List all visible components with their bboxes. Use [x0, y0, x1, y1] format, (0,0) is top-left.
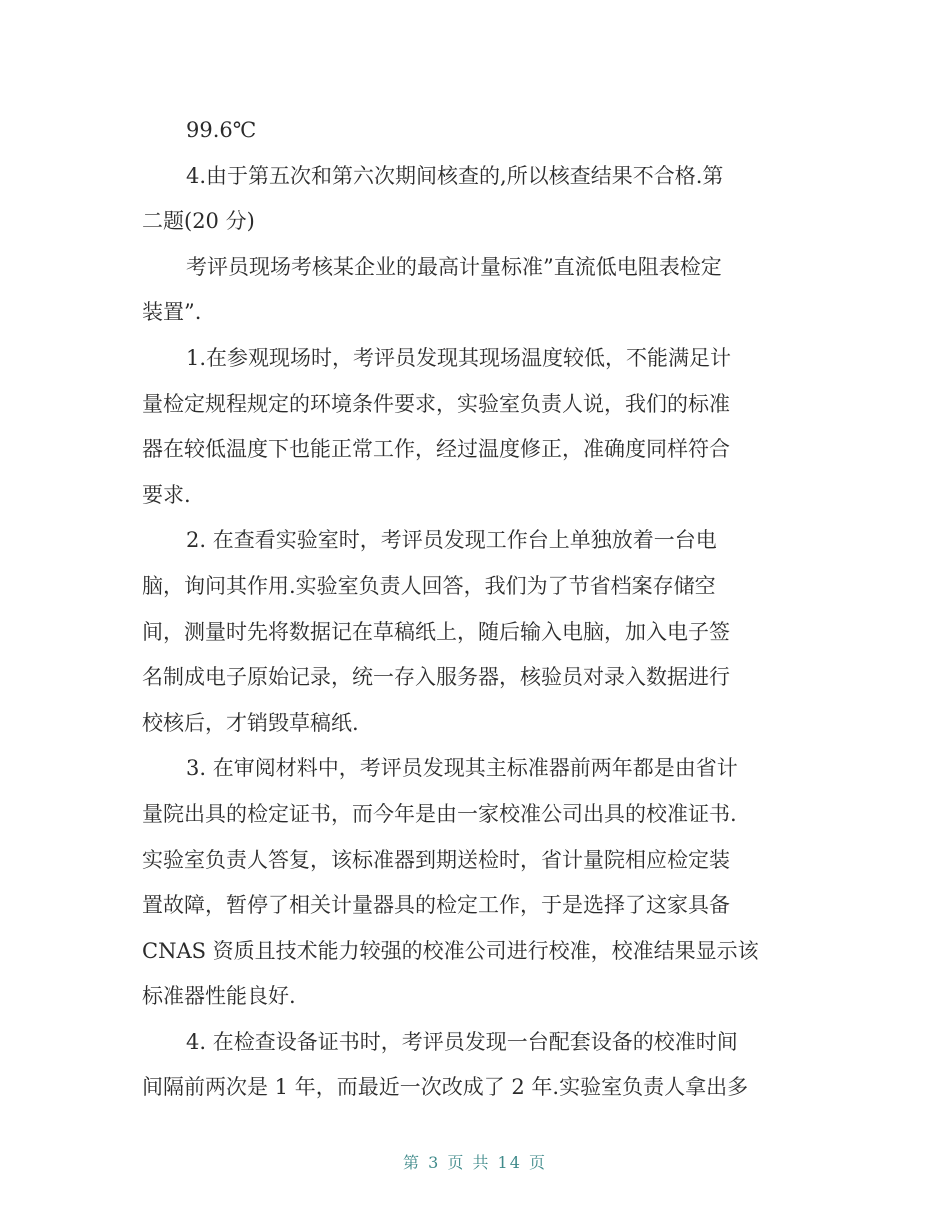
text-line: 2. 在查看实验室时，考评员发现工作台上单独放着一台电 [186, 528, 717, 553]
text-line: 校核后，才销毁草稿纸. [142, 710, 359, 735]
paragraph-item-4 [142, 1020, 822, 1111]
text-line: 间，测量时先将数据记在草稿纸上，随后输入电脑，加入电子签 [142, 619, 730, 644]
text-line: 考评员现场考核某企业的最高计量标准”直流低电阻表检定 [186, 254, 722, 279]
text-line: 99.6℃ [186, 118, 257, 142]
text-line: 器在较低温度下也能正常工作，经过温度修正，准确度同样符合 [142, 437, 730, 462]
paragraph-item-2 [142, 518, 822, 746]
text-line: 4. 在检查设备证书时，考评员发现一台配套设备的校准时间 [186, 1029, 738, 1054]
text-line: 要求. [142, 482, 191, 507]
text-line: 量院出具的检定证书，而今年是由一家校准公司出具的校准证书. [142, 801, 737, 826]
text-line: 标准器性能良好. [142, 984, 296, 1009]
paragraph-item-3 [142, 746, 822, 1020]
text-line: 装置”. [142, 300, 202, 325]
paragraph-answer-4 [142, 154, 822, 245]
text-line: 量检定规程规定的环境条件要求，实验室负责人说，我们的标准 [142, 391, 730, 416]
document-body [142, 108, 822, 1111]
text-line: 置故障，暂停了相关计量器具的检定工作，于是选择了这家具备 [142, 893, 730, 918]
text-line: 名制成电子原始记录，统一存入服务器，核验员对录入数据进行 [142, 665, 730, 690]
text-line: 3. 在审阅材料中，考评员发现其主标准器前两年都是由省计 [186, 756, 738, 781]
paragraph-temperature [142, 108, 822, 154]
paragraph-question-intro [142, 245, 822, 336]
text-line: 脑，询问其作用.实验室负责人回答，我们为了节省档案存储空 [142, 573, 716, 598]
text-line: CNAS 资质且技术能力较强的校准公司进行校准，校准结果显示该 [142, 938, 759, 963]
text-line: 实验室负责人答复，该标准器到期送检时，省计量院相应检定装 [142, 847, 730, 872]
paragraph-item-1 [142, 336, 822, 518]
text-line: 间隔前两次是 1 年，而最近一次改成了 2 年.实验室负责人拿出多 [142, 1075, 749, 1100]
page-number-footer: 第 3 页 共 14 页 [403, 1153, 547, 1172]
text-line: 1.在参观现场时，考评员发现其现场温度较低，不能满足计 [186, 345, 732, 370]
text-line: 4.由于第五次和第六次期间核查的,所以核查结果不合格.第 [186, 163, 724, 188]
text-line: 二题(20 分) [142, 209, 255, 234]
